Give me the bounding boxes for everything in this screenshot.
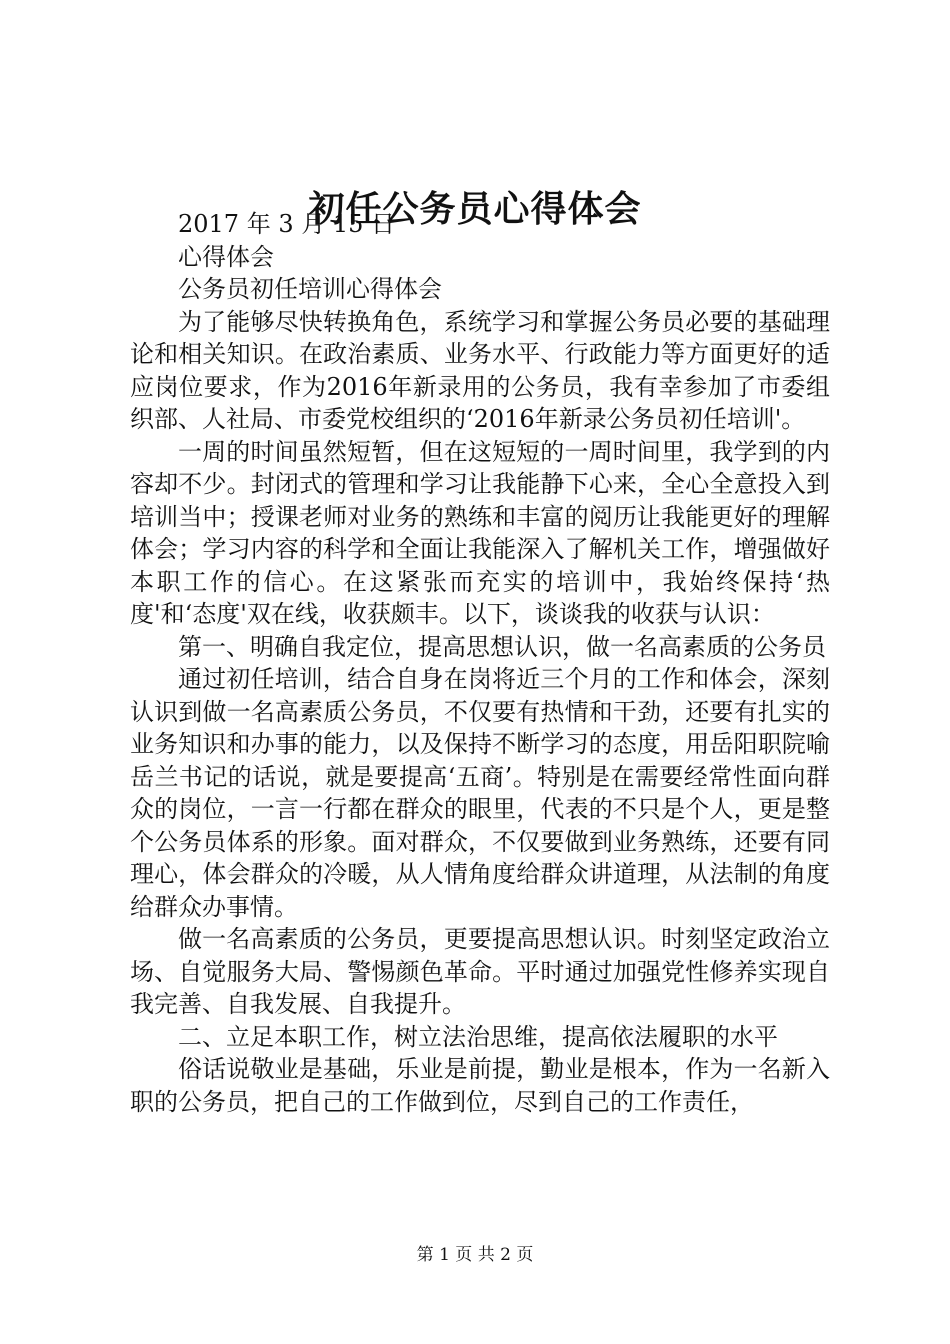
page-title: 初任公务员心得体会 [308,188,642,230]
section-heading: 二、立足本职工作，树立法治思维，提高依法履职的水平 [178,1022,778,1051]
date-line: 2017 年 3 月 15 日 [178,210,396,238]
section-heading: 第一、明确自我定位，提高思想认识，做一名高素质的公务员 [178,632,826,661]
subtitle-line: 公务员初任培训心得体会 [178,275,442,303]
document-body [130,208,830,1118]
paragraph: 通过初任培训，结合自身在岗将近三个月的工作和体会，深刻认识到做一名高素质公务员，不仅要有热情和干劲，还要有扎实的业务知识和办事的能力，以及保持不断学习的态度，用岳阳职院喻岳兰书记的话说，就是要提高‘五商’。特别是在需要经常性面向群众的岗位，一言一行都在群众的眼里，代表的不只是个人，更是整个公务员体系的形象。面对群众，不仅要做到业务熟练，还要有同理心，体会群众的冷暖，从人情角度给群众讲道理，从法制的角度给群众办事情。 [130,665,830,921]
paragraph: 做一名高素质的公务员，更要提高思想认识。时刻坚定政治立场、自觉服务大局、警惕颜色革命。平时通过加强党性修养实现自我完善、自我发展、自我提升。 [130,925,830,1018]
paragraph: 俗话说敬业是基础，乐业是前提，勤业是根本，作为一名新入职的公务员，把自己的工作做到位，尽到自己的工作责任， [130,1055,830,1116]
page-footer: 第 1 页 共 2 页 [416,1245,534,1265]
paragraph: 为了能够尽快转换角色，系统学习和掌握公务员必要的基础理论和相关知识。在政治素质、业务水平、行政能力等方面更好的适应岗位要求，作为2016年新录用的公务员，我有幸参加了市委组织部、人社局、市委党校组织的‘2016年新录公务员初任培训'。 [130,307,830,433]
paragraph: 一周的时间虽然短暂，但在这短短的一周时间里，我学到的内容却不少。封闭式的管理和学习让我能静下心来，全心全意投入到培训当中；授课老师对业务的熟练和丰富的阅历让我能更好的理解体会；学习内容的科学和全面让我能深入了解机关工作，增强做好本职工作的信心。在这紧张而充实的培训中，我始终保持‘热度'和‘态度'双在线，收获颇丰。以下，谈谈我的收获与认识： [130,437,830,628]
category-line: 心得体会 [178,242,274,271]
